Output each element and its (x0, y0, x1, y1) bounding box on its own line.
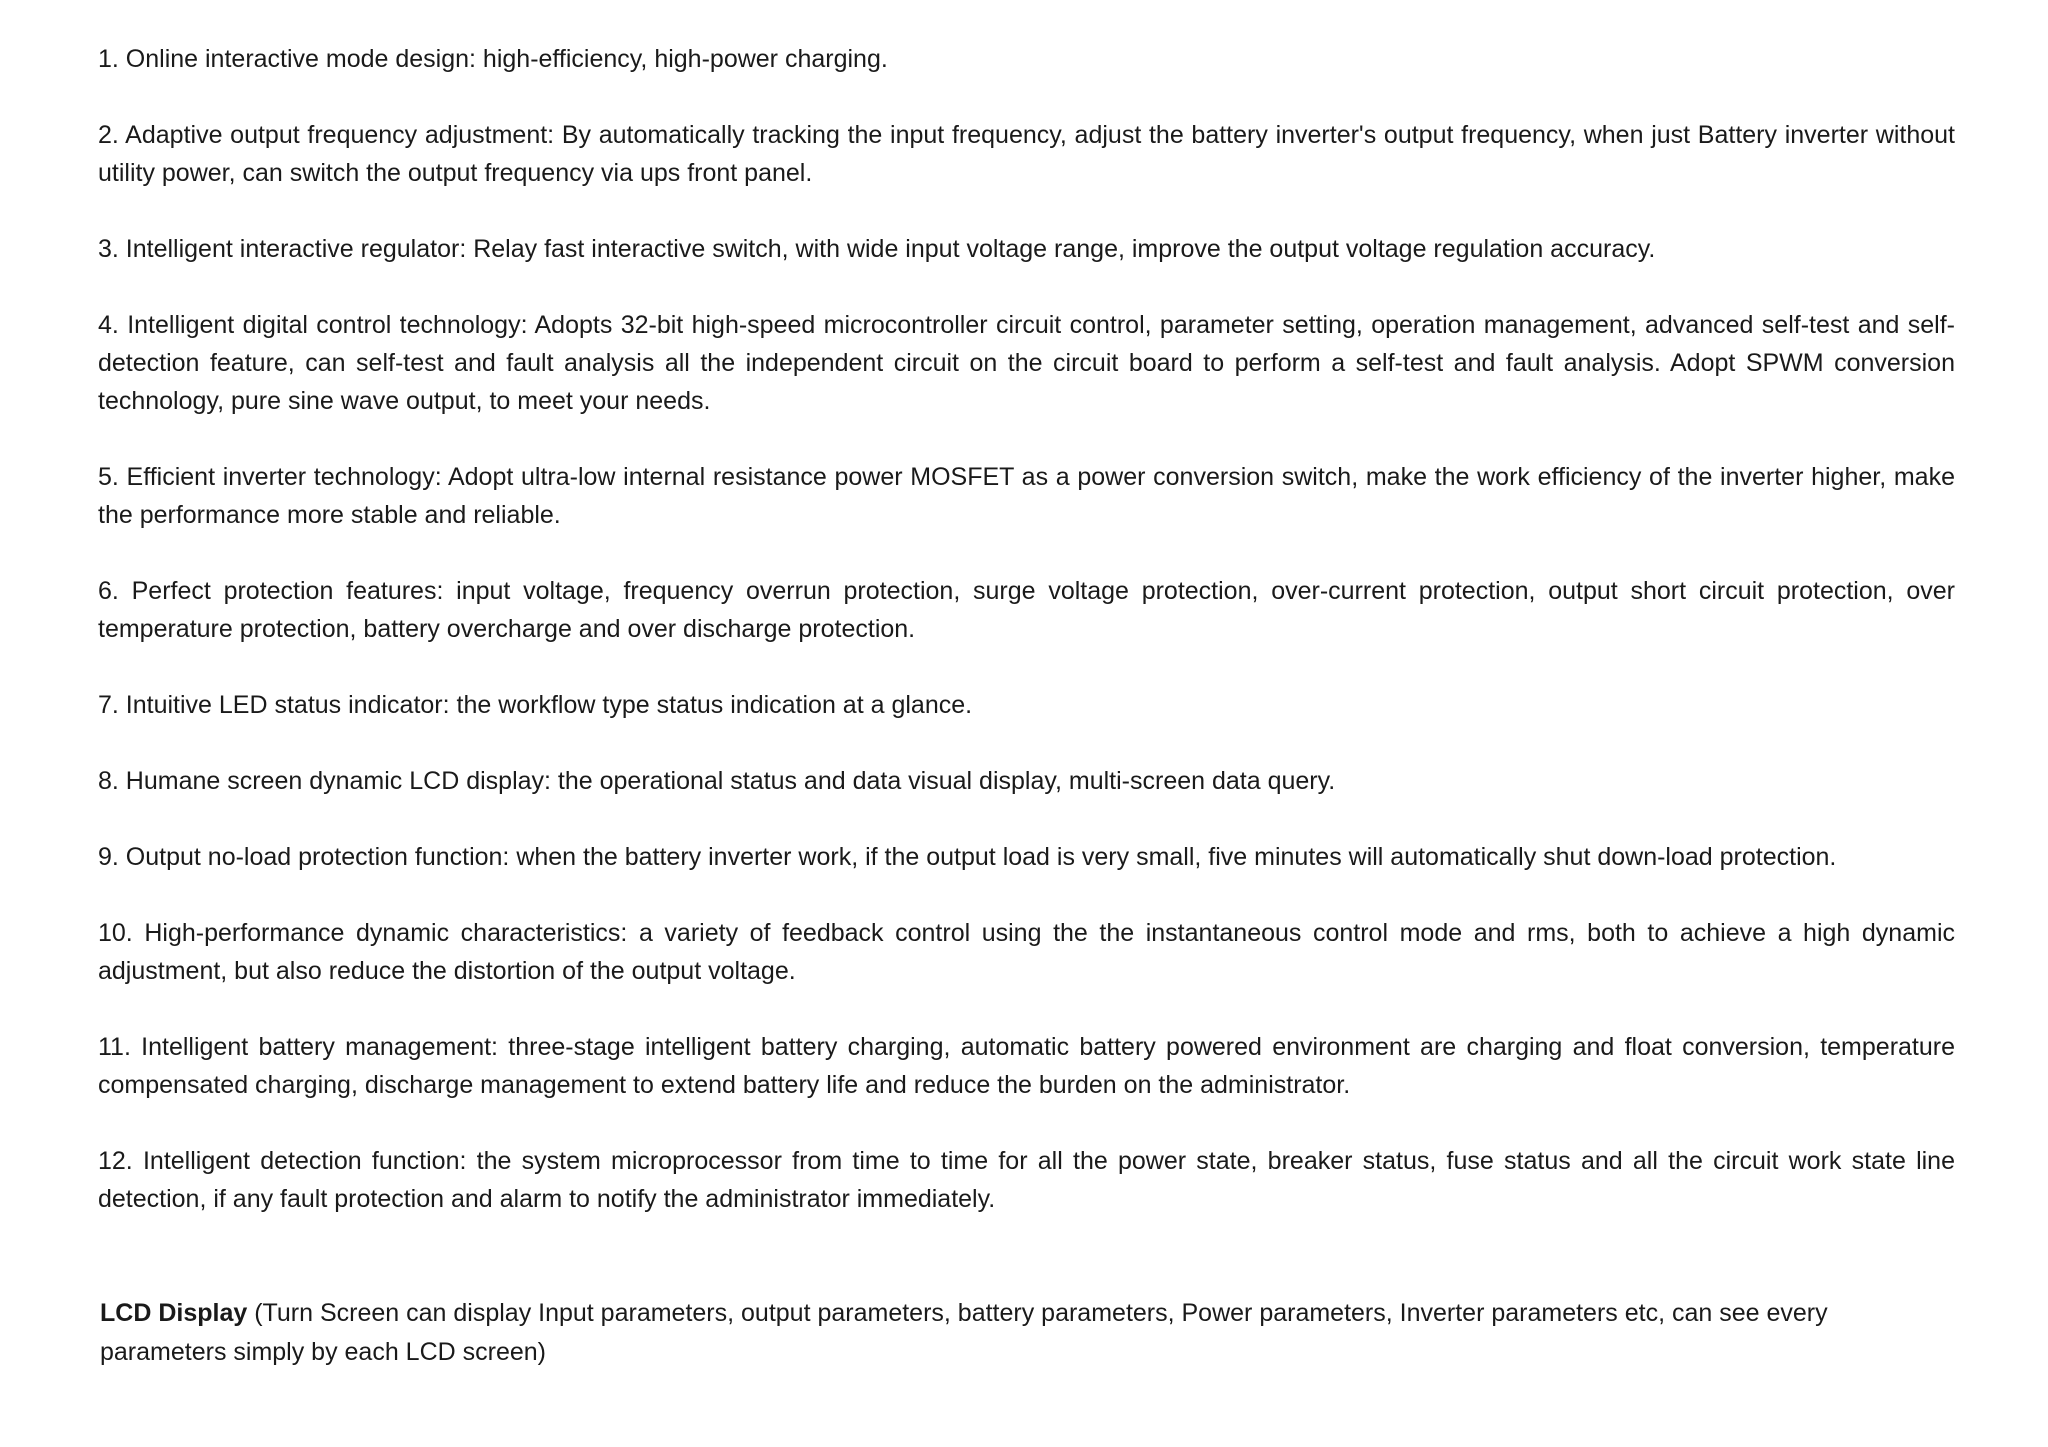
lcd-display-description: (Turn Screen can display Input parameters, output parameters, battery parameters, Power parameters, Inverter parameters etc, can see every parameters simply by each LCD screen) (100, 1299, 1828, 1366)
feature-item-1: 1. Online interactive mode design: high-efficiency, high-power charging. (98, 45, 888, 73)
lcd-display-section (100, 1294, 1940, 1372)
feature-item-12: 12. Intelligent detection function: the system microprocessor from time to time for all the power state, breaker status, fuse status and all the circuit work state line detection, if any fault protection and alarm to notify the administrator immediately. (98, 1147, 1955, 1213)
feature-item-7: 7. Intuitive LED status indicator: the workflow type status indication at a glance. (98, 691, 973, 719)
feature-item-10: 10. High-performance dynamic characteristics: a variety of feedback control using the the instantaneous control mode and rms, both to achieve a high dynamic adjustment, but also reduce the distortion of the output voltage. (98, 919, 1955, 985)
feature-item-11: 11. Intelligent battery management: three-stage intelligent battery charging, automatic battery powered environment are charging and float conversion, temperature compensated charging, discharge management to extend battery life and reduce the burden on the administrator. (98, 1033, 1955, 1099)
feature-document (98, 40, 1955, 1256)
feature-item-6: 6. Perfect protection features: input voltage, frequency overrun protection, surge voltage protection, over-current protection, output short circuit protection, over temperature protection, battery overcharge and over discharge protection. (98, 577, 1955, 643)
feature-item-8: 8. Humane screen dynamic LCD display: the operational status and data visual display, multi-screen data query. (98, 767, 1336, 795)
feature-item-5: 5. Efficient inverter technology: Adopt ultra-low internal resistance power MOSFET as a power conversion switch, make the work efficiency of the inverter higher, make the performance more stable and reliable. (98, 463, 1955, 529)
feature-list (98, 40, 1955, 1218)
feature-item-2: 2. Adaptive output frequency adjustment: By automatically tracking the input frequency, adjust the battery inverter's output frequency, when just Battery inverter without utility power, can switch the output frequency via ups front panel. (98, 121, 1955, 187)
feature-item-9: 9. Output no-load protection function: when the battery inverter work, if the output load is very small, five minutes will automatically shut down-load protection. (98, 843, 1837, 871)
lcd-display-title: LCD Display (100, 1299, 248, 1327)
feature-item-3: 3. Intelligent interactive regulator: Relay fast interactive switch, with wide input voltage range, improve the output voltage regulation accuracy. (98, 235, 1656, 263)
feature-item-4: 4. Intelligent digital control technology: Adopts 32-bit high-speed microcontroller circuit control, parameter setting, operation management, advanced self-test and self-detection feature, can self-test and fault analysis all the independent circuit on the circuit board to perform a self-test and fault analysis. Adopt SPWM conversion technology, pure sine wave output, to meet your needs. (98, 311, 1955, 415)
